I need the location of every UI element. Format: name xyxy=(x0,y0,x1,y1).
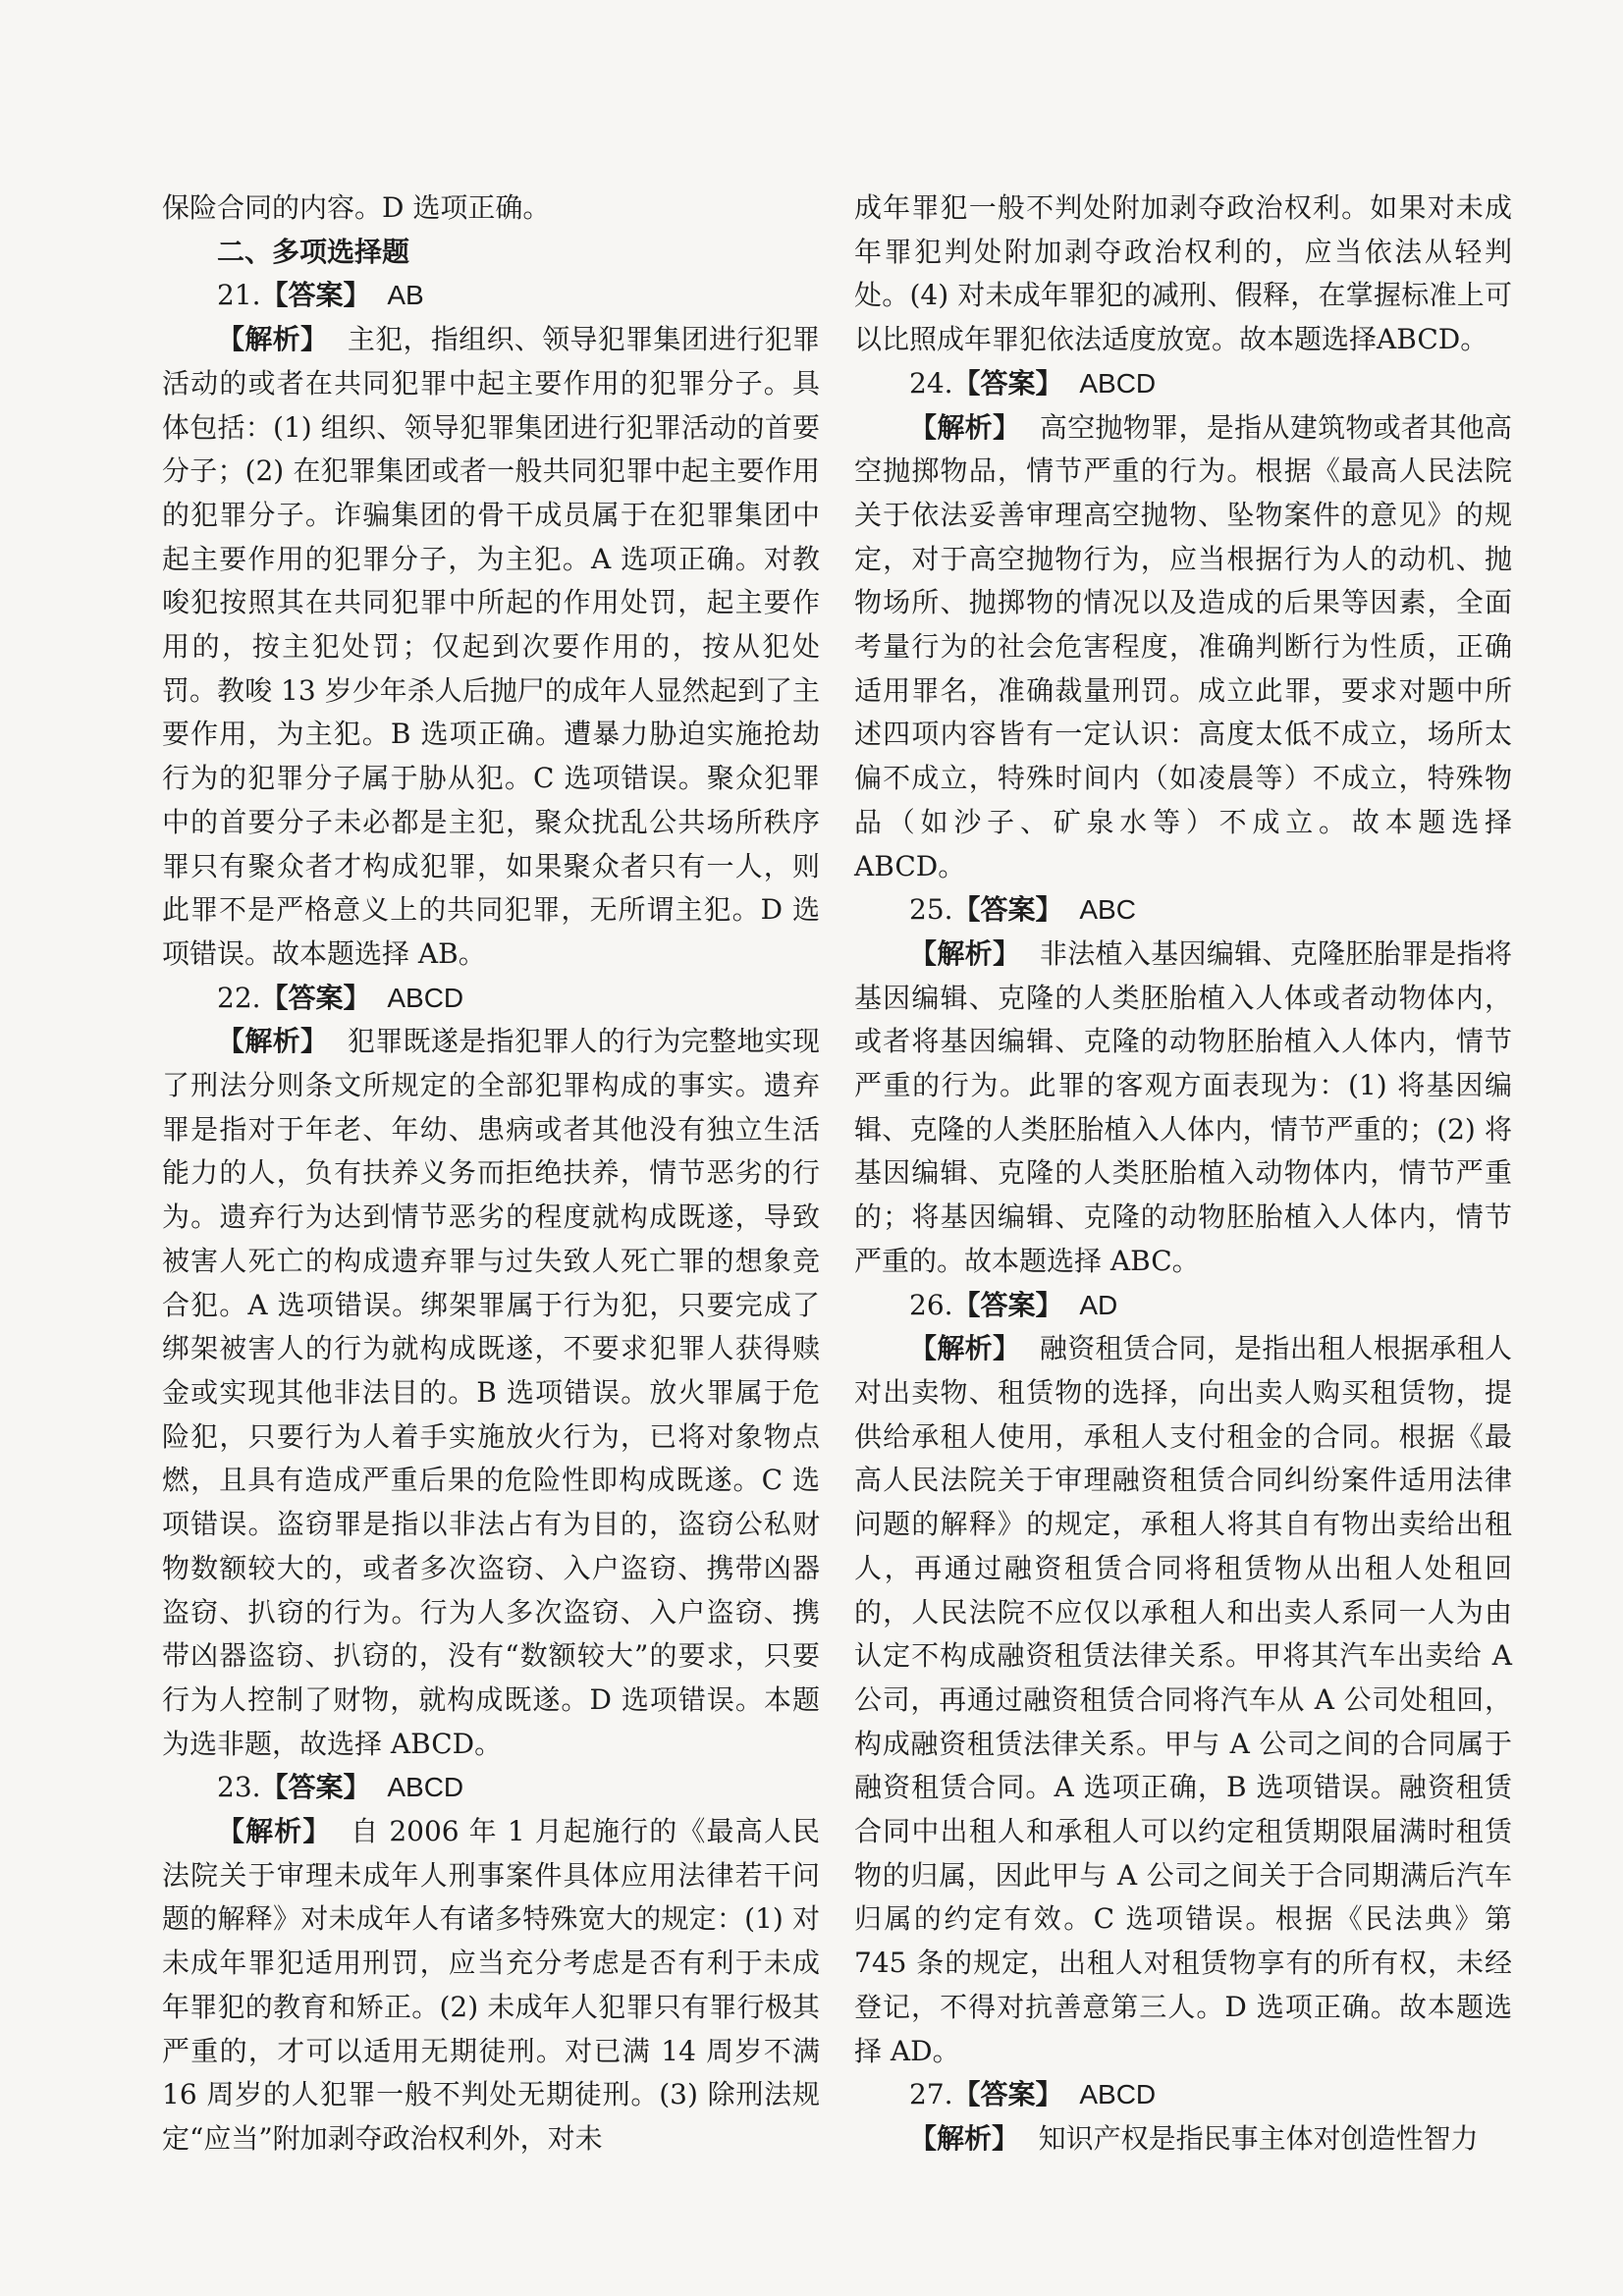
analysis-27 xyxy=(854,2117,1512,2162)
question-number: 27. xyxy=(909,2078,953,2111)
question-number: 24. xyxy=(909,366,953,400)
section-title: 二、多项选择题 xyxy=(217,235,410,268)
answer-tag: 【答案】 xyxy=(952,366,1063,400)
answer-tag: 【答案】 xyxy=(260,279,371,312)
analysis-23 xyxy=(162,1810,820,2162)
analysis-tag: 【解析】 xyxy=(909,410,1021,444)
answer-tag: 【答案】 xyxy=(952,1288,1063,1321)
analysis-text: 犯罪既遂是指犯罪人的行为完整地实现了刑法分则条文所规定的全部犯罪构成的事实。遗弃罪是指对于年老、年幼、患病或者其他没有独立生活能力的人，负有扶养义务而拒绝扶养，情节恶劣的行为。遗弃行为达到情节恶劣的程度就构成既遂，导致被害人死亡的构成遗弃罪与过失致人死亡罪的想象竞合犯。A 选项错误。绑架罪属于行为犯，只要完成了绑架被害人的行为就构成既遂，不要求犯罪人获得赎金或实现其他非法目的。B 选项错误。放火罪属于危险犯，只要行为人着手实施放火行为，已将对象物点燃，且具有造成严重后果的危险性即构成既遂。C 选项错误。盗窃罪是指以非法占有为目的，盗窃公私财物数额较大的，或者多次盗窃、入户盗窃、携带凶器盗窃、扒窃的行为。行为人多次盗窃、入户盗窃、携带凶器盗窃、扒窃的，没有“数额较大”的要求，只要行为人控制了财物，就构成既遂。D 选项错误。本题为选非题，故选择 ABCD。 xyxy=(162,1025,820,1760)
answer-line-27 xyxy=(854,2073,1512,2117)
analysis-25 xyxy=(854,933,1512,1284)
answer-value: ABCD xyxy=(387,982,464,1013)
analysis-26 xyxy=(854,1327,1512,2073)
analysis-24 xyxy=(854,406,1512,889)
question-number: 26. xyxy=(909,1288,953,1321)
analysis-tag: 【解析】 xyxy=(217,1815,332,1848)
analysis-text: 高空抛物罪，是指从建筑物或者其他高空抛掷物品，情节严重的行为。根据《最高人民法院关于依法妥善审理高空抛物、坠物案件的意见》的规定，对于高空抛物行为，应当根据行为人的动机、抛物场所、抛掷物的情况以及造成的后果等因素，全面考量行为的社会危害程度，准确判断行为性质，正确适用罪名，准确裁量刑罚。成立此罪，要求对题中所述四项内容皆有一定认识：高度太低不成立，场所太偏不成立，特殊时间内（如凌晨等）不成立，特殊物品（如沙子、矿泉水等）不成立。故本题选择 ABCD。 xyxy=(854,410,1512,882)
analysis-text: 非法植入基因编辑、克隆胚胎罪是指将基因编辑、克隆的人类胚胎植入人体或者动物体内，或者将基因编辑、克隆的动物胚胎植入人体内，情节严重的行为。此罪的客观方面表现为：(1) 将基因编辑、克隆的人类胚胎植入人体内，情节严重的；(2) 将基因编辑、克隆的人类胚胎植入动物体内，情节严重的；将基因编辑、克隆的动物胚胎植入人体内，情节严重的。故本题选择 ABC。 xyxy=(854,936,1512,1277)
analysis-tag: 【解析】 xyxy=(909,936,1021,970)
answer-line-25 xyxy=(854,888,1512,933)
analysis-text: 知识产权是指民事主体对创造性智力 xyxy=(1038,2121,1479,2155)
answer-value: AD xyxy=(1079,1289,1118,1320)
analysis-23-continued: 成年罪犯一般不判处附加剥夺政治权利。如果对未成年罪犯判处附加剥夺政治权利的，应当依法从轻判处。(4) 对未成年罪犯的减刑、假释，在掌握标准上可以比照成年罪犯依法适度放宽。故本题选择ABCD。 xyxy=(854,191,1512,356)
question-number: 25. xyxy=(909,893,953,927)
analysis-text: 融资租赁合同，是指出租人根据承租人对出卖物、租赁物的选择，向出卖人购买租赁物，提供给承租人使用，承租人支付租金的合同。根据《最高人民法院关于审理融资租赁合同纠纷案件适用法律问题的解释》的规定，承租人将其自有物出卖给出租人，再通过融资租赁合同将租赁物从出租人处租回的，人民法院不应仅以承租人和出卖人系同一人为由认定不构成融资租赁法律关系。甲将其汽车出卖给 A 公司，再通过融资租赁合同将汽车从 A 公司处租回，构成融资租赁法律关系。甲与 A 公司之间的合同属于融资租赁合同。A 选项正确，B 选项错误。融资租赁合同中出租人和承租人可以约定租赁期限届满时租赁物的归属，因此甲与 A 公司之间关于合同期满后汽车归属的约定有效。C 选项错误。根据《民法典》第 745 条的规定，出租人对租赁物享有的所有权，未经登记，不得对抗善意第三人。D 选项正确。故本题选择 AD。 xyxy=(854,1332,1512,2067)
analysis-tag: 【解析】 xyxy=(909,2121,1020,2155)
answer-value: ABCD xyxy=(1079,2079,1157,2110)
analysis-tag: 【解析】 xyxy=(217,1025,329,1058)
answer-value: ABCD xyxy=(387,1772,464,1803)
analysis-text: 自 2006 年 1 月起施行的《最高人民法院关于审理未成年人刑事案件具体应用法律若干问题的解释》对未成年人有诸多特殊宽大的规定：(1) 对未成年罪犯适用刑罚，应当充分考虑是否有利于未成年罪犯的教育和矫正。(2) 未成年人犯罪只有罪行极其严重的，才可以适用无期徒刑。对已满 14 周岁不满 16 周岁的人犯罪一般不判处无期徒刑。(3) 除刑法规定“应当”附加剥夺政治权利外，对未 xyxy=(162,1815,820,2155)
answer-value: ABCD xyxy=(1079,367,1157,399)
answer-tag: 【答案】 xyxy=(952,893,1063,927)
analysis-21 xyxy=(162,318,820,977)
answer-value: AB xyxy=(387,280,424,311)
question-number: 22. xyxy=(217,981,261,1014)
answer-line-22 xyxy=(162,977,820,1021)
answer-tag: 【答案】 xyxy=(952,2078,1063,2111)
intro-text: 保险合同的内容。D 选项正确。 xyxy=(162,191,551,224)
answer-line-23 xyxy=(162,1766,820,1810)
left-column xyxy=(162,187,820,2162)
analysis-22 xyxy=(162,1020,820,1766)
analysis-tag: 【解析】 xyxy=(909,1332,1021,1365)
answer-line-26 xyxy=(854,1284,1512,1328)
answer-line-21 xyxy=(162,274,820,318)
answer-tag: 【答案】 xyxy=(260,981,371,1014)
right-column xyxy=(854,187,1512,2162)
answer-tag: 【答案】 xyxy=(260,1771,371,1804)
question-number: 21. xyxy=(217,279,261,312)
analysis-text: 主犯，指组织、领导犯罪集团进行犯罪活动的或者在共同犯罪中起主要作用的犯罪分子。具体包括：(1) 组织、领导犯罪集团进行犯罪活动的首要分子；(2) 在犯罪集团或者一般共同犯罪中起主要作用的犯罪分子。诈骗集团的骨干成员属于在犯罪集团中起主要作用的犯罪分子，为主犯。A 选项正确。对教唆犯按照其在共同犯罪中所起的作用处罚，起主要作用的，按主犯处罚；仅起到次要作用的，按从犯处罚。教唆 13 岁少年杀人后抛尸的成年人显然起到了主要作用，为主犯。B 选项正确。遭暴力胁迫实施抢劫行为的犯罪分子属于胁从犯。C 选项错误。聚众犯罪中的首要分子未必都是主犯，聚众扰乱公共场所秩序罪只有聚众者才构成犯罪，如果聚众者只有一人，则此罪不是严格意义上的共同犯罪，无所谓主犯。D 选项错误。故本题选择 AB。 xyxy=(162,323,820,970)
answer-value: ABC xyxy=(1079,894,1136,926)
analysis-tag: 【解析】 xyxy=(217,323,329,356)
question-number: 23. xyxy=(217,1771,261,1804)
answer-line-24 xyxy=(854,362,1512,406)
